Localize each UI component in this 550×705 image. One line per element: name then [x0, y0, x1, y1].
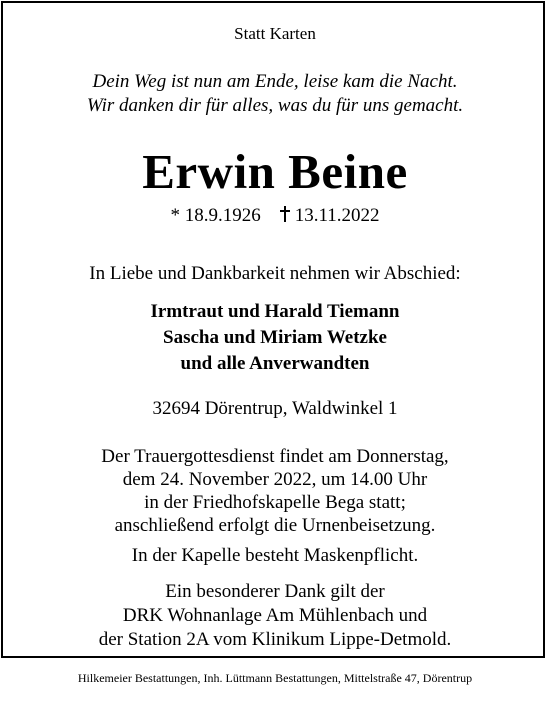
death-date: 13.11.2022: [294, 205, 380, 226]
service-line-3: in der Friedhofskapelle Bega statt;: [144, 492, 406, 513]
family-line-1: Irmtraut und Harald Tiemann: [150, 301, 400, 322]
funeral-home-footer: Hilkemeier Bestattungen, Inh. Lüttmann Bestattungen, Mittelstraße 47, Dörentrup: [77, 671, 473, 685]
thanks-line-2: DRK Wohnanlage Am Mühlenbach und: [122, 605, 428, 626]
deceased-name: Erwin Beine: [142, 144, 408, 199]
thanks-line-3: der Station 2A vom Klinikum Lippe-Detmold.: [98, 629, 452, 650]
thanks-line-1: Ein besonderer Dank gilt der: [165, 581, 385, 602]
service-line-1: Der Trauergottesdienst findet am Donnerstag,: [101, 446, 449, 467]
farewell-intro: In Liebe und Dankbarkeit nehmen wir Abschied:: [89, 263, 461, 284]
family-line-3: und alle Anverwandten: [180, 353, 370, 374]
family-line-2: Sascha und Miriam Wetzke: [163, 327, 387, 348]
life-dates: [0, 205, 550, 227]
header-text: Statt Karten: [234, 24, 316, 43]
verse-line-2: Wir danken dir für alles, was du für uns gemacht.: [86, 95, 464, 116]
birth-date: * 18.9.1926: [170, 205, 261, 226]
mask-notice: In der Kapelle besteht Maskenpflicht.: [131, 545, 419, 566]
service-line-2: dem 24. November 2022, um 14.00 Uhr: [122, 469, 428, 490]
cross-icon: [279, 206, 291, 222]
service-line-4: anschließend erfolgt die Urnenbeisetzung.: [114, 515, 436, 536]
address: 32694 Dörentrup, Waldwinkel 1: [152, 398, 398, 419]
verse-line-1: Dein Weg ist nun am Ende, leise kam die Nacht.: [92, 71, 458, 92]
